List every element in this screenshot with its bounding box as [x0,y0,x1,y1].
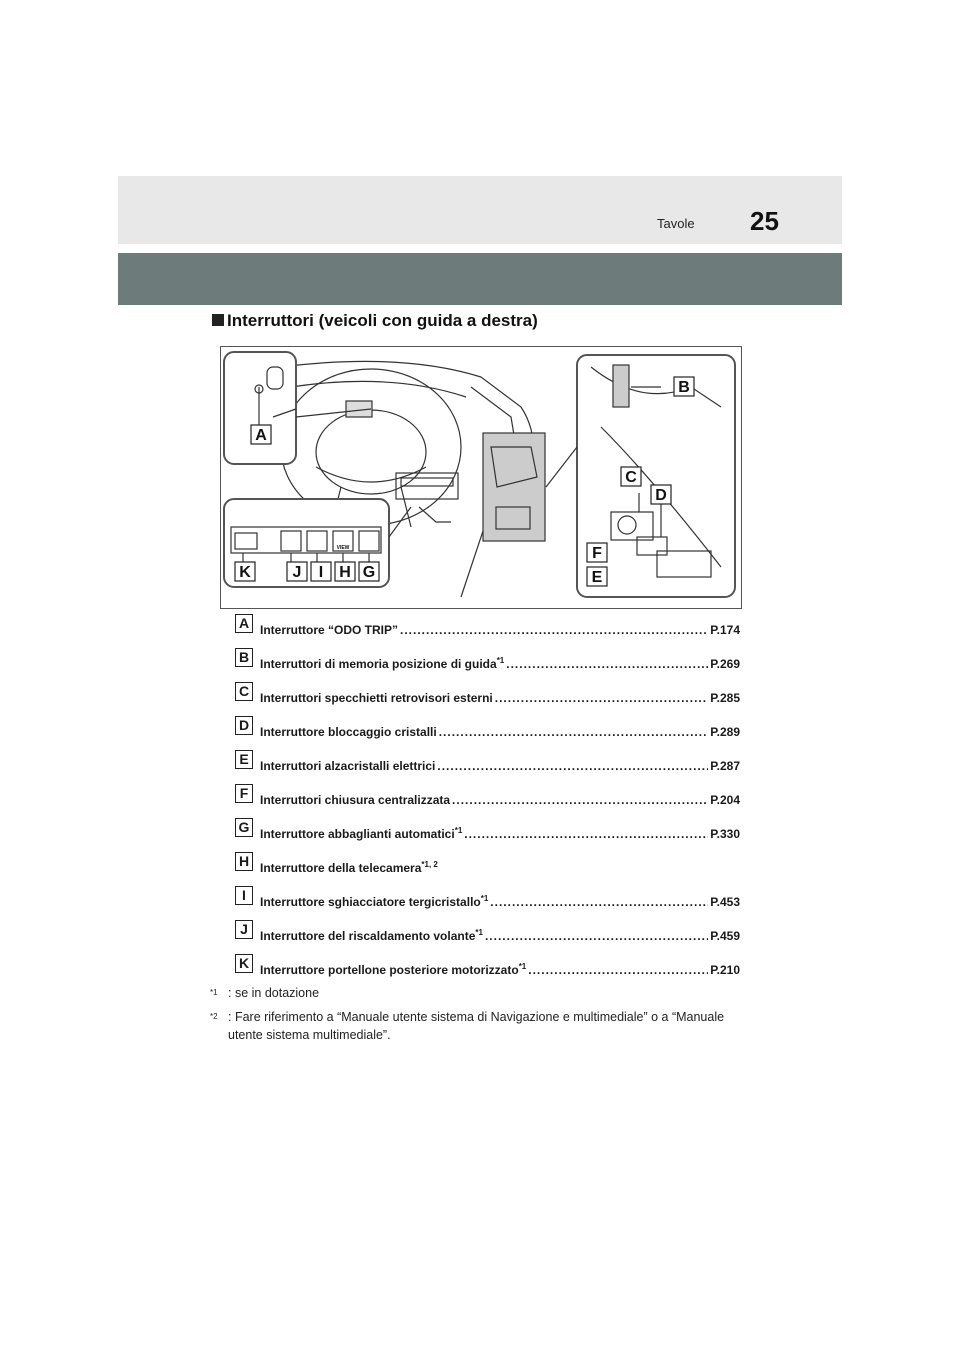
legend-key: H [235,852,253,871]
legend-label: Interruttori di memoria posizione di guida [260,657,497,671]
leader-dots [439,725,708,739]
page-reference: P.330 [710,827,740,841]
legend-key: J [235,920,253,939]
leader-dots [485,929,708,943]
legend-key: G [235,818,253,837]
legend-label: Interruttore abbaglianti automatici [260,827,455,841]
callout-e: E [591,569,603,586]
page-reference: P.287 [710,759,740,773]
legend-entry [260,826,740,841]
leader-dots [437,759,708,773]
footnote-text: : se in dotazione [228,986,320,1000]
legend-key: E [235,750,253,769]
legend-entry [260,656,740,671]
legend-entry [260,928,740,943]
view-switch-label: VIEW [336,545,350,551]
page-reference: P.453 [710,895,740,909]
callout-i: I [318,564,324,581]
callout-a: A [255,427,267,444]
section-title [212,311,538,331]
section-title-text: Interruttori (veicoli con guida a destra) [227,311,538,330]
legend-label: Interruttore portellone posteriore motorizzato [260,963,519,977]
leader-dots [452,793,708,807]
page-reference: P.285 [710,691,740,705]
callout-f: F [592,545,602,562]
legend-sup: *1 [475,928,483,937]
page-reference: P.289 [710,725,740,739]
legend-key: F [235,784,253,803]
callout-j: J [292,564,302,581]
leader-dots [495,691,708,705]
header-band [118,176,842,244]
legend-key: B [235,648,253,667]
footnote-mark: *1 [210,988,218,997]
leader-dots [464,827,708,841]
callout-g: G [362,564,376,581]
page-reference: P.269 [710,657,740,671]
switch-location-figure [220,346,742,609]
callout-k: K [239,564,251,581]
leader-dots [490,895,708,909]
legend-entry [260,724,740,739]
legend-entry [260,792,740,807]
footnotes [210,984,750,1050]
header-bar [118,253,842,305]
legend-label: Interruttore sghiacciatore tergicristallo [260,895,481,909]
legend-entry [260,860,740,875]
legend-label: Interruttori alzacristalli elettrici [260,759,436,773]
callout-c: C [625,469,637,486]
legend-row [235,818,740,848]
leader-dots [400,623,708,637]
legend-entry [260,962,740,977]
legend-sup: *1 [480,894,489,903]
legend-entry [260,622,740,637]
footnote-mark: *2 [210,1012,218,1021]
legend-entry [260,758,740,773]
square-bullet-icon [212,314,224,326]
page-reference: P.459 [710,929,740,943]
legend-row [235,750,740,780]
footnote [210,984,750,1002]
legend-row [235,852,740,882]
legend-key: K [235,954,253,973]
leader-dots [506,657,708,671]
callout-b: B [678,379,690,396]
legend-label: Interruttore bloccaggio cristalli [260,725,437,739]
legend-row [235,920,740,950]
legend-row [235,954,740,984]
legend-row [235,784,740,814]
legend-label: Interruttore “ODO TRIP” [260,623,399,637]
legend-sup: *1, 2 [421,860,438,869]
page-number: 25 [750,206,779,236]
legend-key: D [235,716,253,735]
legend-label: Interruttore del riscaldamento volante [260,929,476,943]
legend-sup: *1 [454,826,463,835]
dashboard-illustration [221,347,741,608]
legend-row [235,614,740,644]
callout-d: D [655,487,667,504]
header-section-title: Tavole [657,216,695,231]
legend-row [235,682,740,712]
legend-sup: *1 [518,962,527,971]
legend-row [235,716,740,746]
legend-entry [260,894,740,909]
legend-label: Interruttori chiusura centralizzata [260,793,451,807]
legend-key: C [235,682,253,701]
legend-key: A [235,614,253,633]
legend-key: I [235,886,253,905]
legend-label: Interruttori specchietti retrovisori esterni [260,691,493,705]
page-reference: P.204 [710,793,740,807]
footnote [210,1008,750,1044]
legend-sup: *1 [496,656,505,665]
leader-dots [528,963,708,977]
page-reference: P.210 [710,963,740,977]
legend-label: Interruttore della telecamera [260,861,422,875]
callout-h: H [339,564,351,581]
legend-entry [260,690,740,705]
page-reference: P.174 [710,623,740,637]
footnote-text: : Fare riferimento a “Manuale utente sistema di Navigazione e multimediale” o a “Manuale utente sistema multimediale”. [228,1010,725,1042]
legend-row [235,886,740,916]
legend-row [235,648,740,678]
